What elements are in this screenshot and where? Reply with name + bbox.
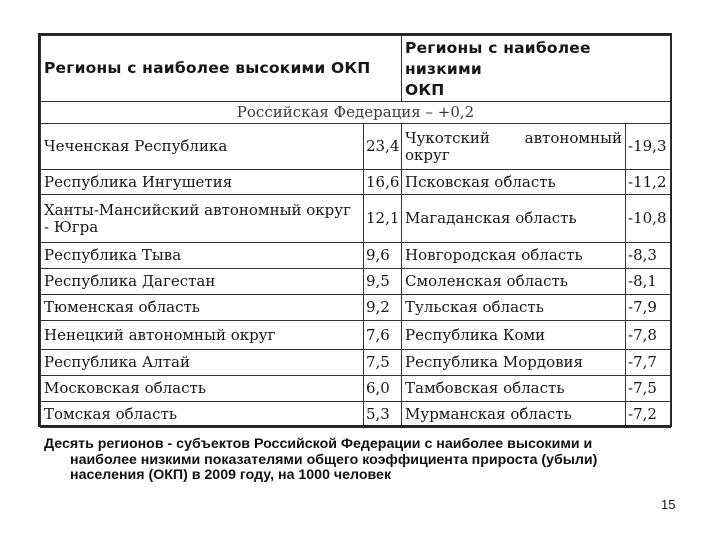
high-region-name: Республика Дагестан xyxy=(41,269,364,295)
table-row xyxy=(41,124,671,170)
high-region-value: 12,1 xyxy=(364,195,402,243)
high-region-name xyxy=(41,195,364,243)
table-row xyxy=(41,269,671,295)
table-row xyxy=(41,195,671,243)
high-region-value: 7,5 xyxy=(364,350,402,376)
low-region-value: -8,1 xyxy=(626,269,671,295)
high-region-value: 9,6 xyxy=(364,243,402,269)
table-row xyxy=(41,350,671,376)
high-region-name-part2: - Югра xyxy=(44,217,99,236)
high-region-name: Республика Алтай xyxy=(41,350,364,376)
high-region-name: Чеченская Республика xyxy=(41,124,364,170)
header-high-regions: Регионы с наиболее высокими ОКП xyxy=(41,36,402,102)
table-row xyxy=(41,402,671,428)
high-region-value: 9,2 xyxy=(364,295,402,321)
high-region-name: Тюменская область xyxy=(41,295,364,321)
high-region-value: 9,5 xyxy=(364,269,402,295)
table-row xyxy=(41,170,671,195)
caption-line1: Десять регионов - субъектов Российской Федерации с наиболее высокими и xyxy=(44,436,593,452)
low-region-value: -10,8 xyxy=(626,195,671,243)
low-region-name-part1: Чукотский xyxy=(405,128,490,147)
header-low-line2: ОКП xyxy=(405,81,445,99)
low-region-name: Смоленская область xyxy=(402,269,626,295)
caption-line2: наиболее низкими показателями общего коэффициента прироста (убыли) xyxy=(70,451,598,468)
header-low-line1: Регионы с наиболее низкими xyxy=(405,39,591,78)
high-region-name-part1: Ханты-Мансийский автономный округ xyxy=(44,200,351,219)
low-region-name: Тульская область xyxy=(402,295,626,321)
table-row xyxy=(41,321,671,350)
high-region-name: Республика Ингушетия xyxy=(41,170,364,195)
page-number: 15 xyxy=(661,497,676,512)
high-region-value: 23,4 xyxy=(364,124,402,170)
table-caption xyxy=(44,437,684,484)
table-row xyxy=(41,243,671,269)
low-region-value: -7,8 xyxy=(626,321,671,350)
table-row xyxy=(41,376,671,402)
low-region-value: -7,7 xyxy=(626,350,671,376)
low-region-value: -11,2 xyxy=(626,170,671,195)
low-region-name: Мурманская область xyxy=(402,402,626,428)
low-region-value: -19,3 xyxy=(626,124,671,170)
regions-table xyxy=(38,33,672,427)
high-region-value: 5,3 xyxy=(364,402,402,428)
table-row xyxy=(41,295,671,321)
low-region-name-part2: автономный xyxy=(524,128,623,147)
low-region-value: -7,9 xyxy=(626,295,671,321)
low-region-name: Псковская область xyxy=(402,170,626,195)
low-region-name: Новгородская область xyxy=(402,243,626,269)
high-region-value: 16,6 xyxy=(364,170,402,195)
federation-row xyxy=(41,102,671,124)
low-region-value: -7,5 xyxy=(626,376,671,402)
low-region-name: Магаданская область xyxy=(402,195,626,243)
low-region-value: -7,2 xyxy=(626,402,671,428)
high-region-name: Республика Тыва xyxy=(41,243,364,269)
low-region-value: -8,3 xyxy=(626,243,671,269)
high-region-value: 6,0 xyxy=(364,376,402,402)
header-low-regions xyxy=(402,36,671,102)
low-region-name: Республика Коми xyxy=(402,321,626,350)
low-region-name: Тамбовская область xyxy=(402,376,626,402)
high-region-value: 7,6 xyxy=(364,321,402,350)
high-region-name: Ненецкий автономный округ xyxy=(41,321,364,350)
caption-line3: населения (ОКП) в 2009 году, на 1000 человек xyxy=(70,467,392,483)
high-region-name: Томская область xyxy=(41,402,364,428)
low-region-name xyxy=(402,124,626,170)
high-region-name: Московская область xyxy=(41,376,364,402)
low-region-name: Республика Мордовия xyxy=(402,350,626,376)
table-header-row xyxy=(41,36,671,102)
federation-value: Российская Федерация – +0,2 xyxy=(41,102,671,124)
low-region-name-part3: округ xyxy=(405,145,450,164)
